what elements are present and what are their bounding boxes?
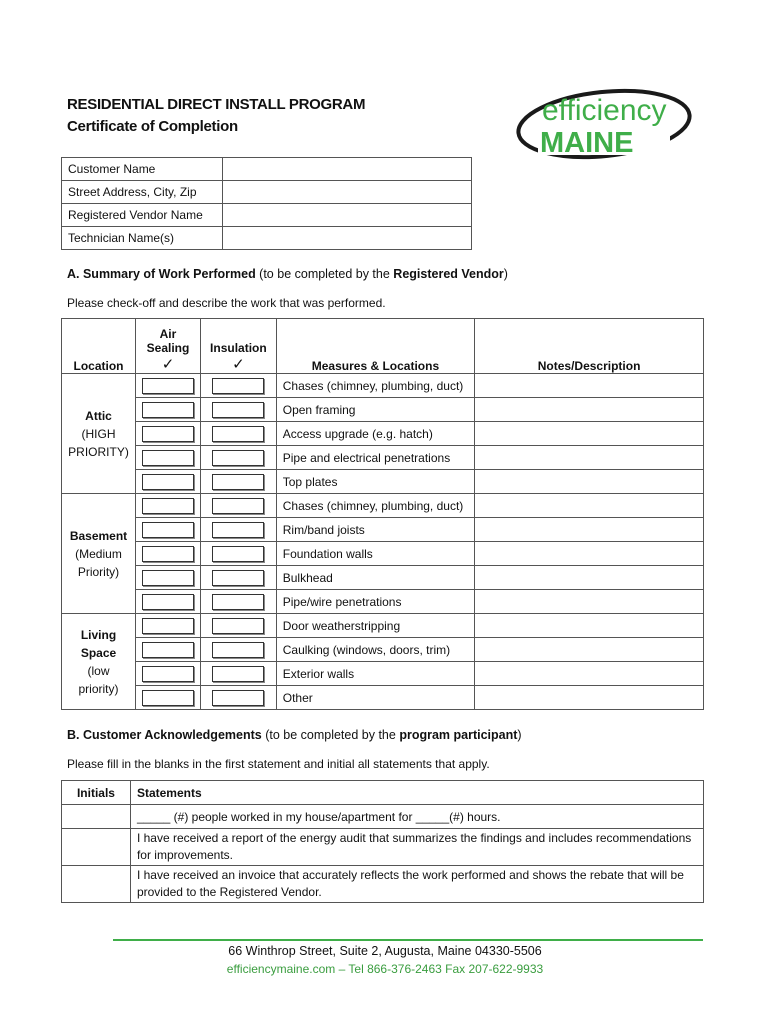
col-statements: Statements bbox=[130, 781, 703, 805]
air-sealing-checkbox[interactable] bbox=[142, 450, 194, 466]
initials-field[interactable] bbox=[62, 866, 131, 903]
address-label: Street Address, City, Zip bbox=[62, 181, 223, 204]
measure-item: Chases (chimney, plumbing, duct) bbox=[276, 374, 474, 398]
measure-item: Rim/band joists bbox=[276, 518, 474, 542]
air-sealing-checkbox[interactable] bbox=[142, 618, 194, 634]
col-location: Location bbox=[62, 319, 136, 374]
notes-field[interactable] bbox=[475, 638, 704, 662]
statement-item: _____ (#) people worked in my house/apartment for _____(#) hours. bbox=[130, 805, 703, 829]
notes-field[interactable] bbox=[475, 566, 704, 590]
measure-item: Chases (chimney, plumbing, duct) bbox=[276, 494, 474, 518]
customer-info-table bbox=[61, 157, 472, 250]
checkmark-icon: ✓ bbox=[232, 356, 245, 373]
insulation-checkbox[interactable] bbox=[212, 618, 264, 634]
statement-item: I have received an invoice that accurately reflects the work performed and shows the rebate that will be provided to the Registered Vendor. bbox=[130, 866, 703, 903]
air-sealing-checkbox[interactable] bbox=[142, 666, 194, 682]
air-sealing-checkbox[interactable] bbox=[142, 522, 194, 538]
technician-label: Technician Name(s) bbox=[62, 227, 223, 250]
checkmark-icon: ✓ bbox=[161, 356, 175, 373]
insulation-checkbox[interactable] bbox=[212, 594, 264, 610]
logo-word-efficiency: efficiency bbox=[542, 94, 667, 127]
air-sealing-checkbox[interactable] bbox=[142, 426, 194, 442]
air-sealing-checkbox[interactable] bbox=[142, 690, 194, 706]
customer-name-field[interactable] bbox=[223, 158, 472, 181]
page-subtitle: Certificate of Completion bbox=[67, 118, 238, 135]
col-air-sealing: Air Sealing ✓ bbox=[135, 319, 200, 374]
col-notes: Notes/Description bbox=[475, 319, 704, 374]
notes-field[interactable] bbox=[475, 542, 704, 566]
notes-field[interactable] bbox=[475, 470, 704, 494]
notes-field[interactable] bbox=[475, 662, 704, 686]
initials-field[interactable] bbox=[62, 829, 131, 866]
insulation-checkbox[interactable] bbox=[212, 642, 264, 658]
vendor-label: Registered Vendor Name bbox=[62, 204, 223, 227]
measure-item: Exterior walls bbox=[276, 662, 474, 686]
measure-item: Access upgrade (e.g. hatch) bbox=[276, 422, 474, 446]
air-sealing-checkbox[interactable] bbox=[142, 378, 194, 394]
air-sealing-checkbox[interactable] bbox=[142, 474, 194, 490]
air-sealing-checkbox[interactable] bbox=[142, 570, 194, 586]
notes-field[interactable] bbox=[475, 422, 704, 446]
location-living-space: Living Space (low priority) bbox=[62, 614, 136, 710]
section-b-instruction: Please fill in the blanks in the first statement and initial all statements that apply. bbox=[67, 757, 490, 771]
acknowledgements-table bbox=[61, 780, 704, 903]
notes-field[interactable] bbox=[475, 686, 704, 710]
vendor-field[interactable] bbox=[223, 204, 472, 227]
air-sealing-checkbox[interactable] bbox=[142, 402, 194, 418]
notes-field[interactable] bbox=[475, 494, 704, 518]
address-field[interactable] bbox=[223, 181, 472, 204]
insulation-checkbox[interactable] bbox=[212, 690, 264, 706]
notes-field[interactable] bbox=[475, 518, 704, 542]
footer-address: 66 Winthrop Street, Suite 2, Augusta, Maine 04330-5506 bbox=[228, 944, 542, 958]
notes-field[interactable] bbox=[475, 590, 704, 614]
insulation-checkbox[interactable] bbox=[212, 474, 264, 490]
logo-word-maine: MAINE bbox=[540, 127, 634, 159]
footer-contact: efficiencymaine.com – Tel 866-376-2463 Fax 207-622-9933 bbox=[226, 962, 544, 976]
measure-item: Pipe and electrical penetrations bbox=[276, 446, 474, 470]
section-b-heading: B. Customer Acknowledgements (to be completed by the program participant) bbox=[67, 728, 522, 742]
air-sealing-checkbox[interactable] bbox=[142, 498, 194, 514]
insulation-checkbox[interactable] bbox=[212, 522, 264, 538]
initials-field[interactable] bbox=[62, 805, 131, 829]
customer-name-label: Customer Name bbox=[62, 158, 223, 181]
air-sealing-checkbox[interactable] bbox=[142, 546, 194, 562]
work-table bbox=[61, 318, 704, 710]
air-sealing-checkbox[interactable] bbox=[142, 594, 194, 610]
location-attic: Attic (HIGH PRIORITY) bbox=[62, 374, 136, 494]
measure-item: Bulkhead bbox=[276, 566, 474, 590]
footer-divider bbox=[113, 939, 703, 941]
col-insulation: Insulation ✓ bbox=[200, 319, 276, 374]
col-measures: Measures & Locations bbox=[276, 319, 474, 374]
measure-item: Pipe/wire penetrations bbox=[276, 590, 474, 614]
notes-field[interactable] bbox=[475, 446, 704, 470]
insulation-checkbox[interactable] bbox=[212, 402, 264, 418]
notes-field[interactable] bbox=[475, 398, 704, 422]
insulation-checkbox[interactable] bbox=[212, 498, 264, 514]
measure-item: Other bbox=[276, 686, 474, 710]
measure-item: Open framing bbox=[276, 398, 474, 422]
insulation-checkbox[interactable] bbox=[212, 426, 264, 442]
insulation-checkbox[interactable] bbox=[212, 378, 264, 394]
insulation-checkbox[interactable] bbox=[212, 666, 264, 682]
air-sealing-checkbox[interactable] bbox=[142, 642, 194, 658]
measure-item: Door weatherstripping bbox=[276, 614, 474, 638]
insulation-checkbox[interactable] bbox=[212, 546, 264, 562]
col-initials: Initials bbox=[62, 781, 131, 805]
measure-item: Top plates bbox=[276, 470, 474, 494]
location-basement: Basement (Medium Priority) bbox=[62, 494, 136, 614]
insulation-checkbox[interactable] bbox=[212, 570, 264, 586]
statement-item: I have received a report of the energy audit that summarizes the findings and includes recommendations for improvements. bbox=[130, 829, 703, 866]
technician-field[interactable] bbox=[223, 227, 472, 250]
section-a-heading: A. Summary of Work Performed (to be completed by the Registered Vendor) bbox=[67, 267, 508, 281]
insulation-checkbox[interactable] bbox=[212, 450, 264, 466]
efficiency-maine-logo bbox=[512, 86, 692, 166]
measure-item: Foundation walls bbox=[276, 542, 474, 566]
measure-item: Caulking (windows, doors, trim) bbox=[276, 638, 474, 662]
notes-field[interactable] bbox=[475, 614, 704, 638]
section-a-instruction: Please check-off and describe the work that was performed. bbox=[67, 296, 386, 310]
page-title: RESIDENTIAL DIRECT INSTALL PROGRAM bbox=[67, 96, 366, 113]
notes-field[interactable] bbox=[475, 374, 704, 398]
